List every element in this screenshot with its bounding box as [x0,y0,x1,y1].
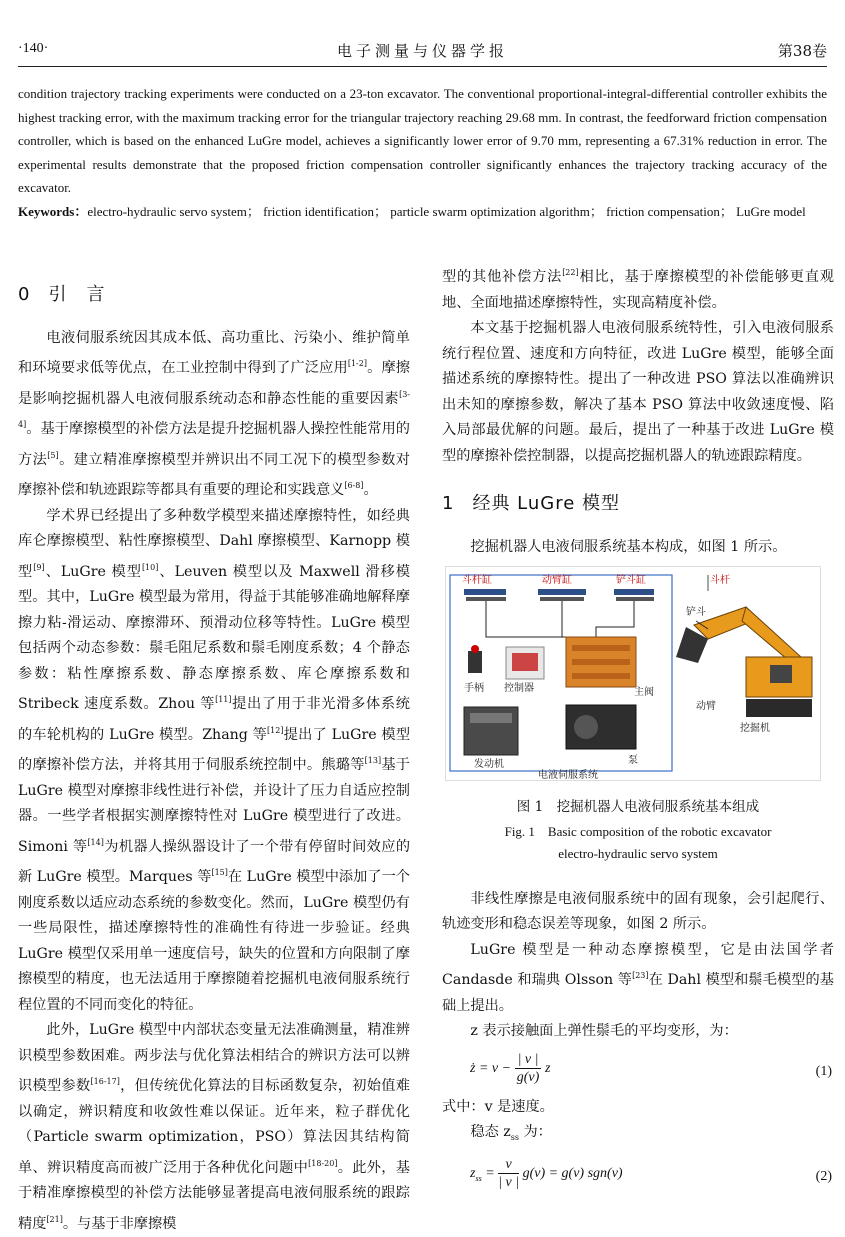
label-controller: 控制器 [504,683,534,694]
citation: [22] [562,268,579,277]
cylinder-icon [464,589,506,601]
citation: [11] [215,695,232,704]
paragraph: 非线性摩擦是电液伺服系统中的固有现象，会引起爬行、轨迹变形和稳态误差等现象，如图 2 所示。 [442,890,834,932]
right-column [442,260,834,1200]
label-handle: 手柄 [464,683,484,694]
cylinder-icon [614,589,654,601]
figure-caption-en: Fig. 1 Basic composition of the robotic excavator electro-hydraulic servo system [504,823,772,861]
citation: [23] [632,971,649,980]
label-shovel-cylinder: 铲斗缸 [616,575,646,586]
label-excavator: 挖掘机 [740,723,770,734]
equation-1 [442,1047,834,1093]
citation: [5] [47,450,59,460]
equation-body: ż = v − $\frac{| v |}{g(v)}$ z [470,1051,551,1085]
label-bucket-cylinder: 斗杆缸 [462,575,492,586]
label-boom: 动臂 [696,701,716,712]
section-number: 0 [18,284,31,305]
section-1-heading [442,491,834,517]
equation-number: (1) [815,1063,832,1079]
abstract-text: condition trajectory tracking experiments were conducted on a 23-ton excavator. The conventional proportional-integral-differential controller exhibits the highest tracking error, with the maximum tracking error for the triangular trajectory reaching 29.68 mm. In contrast, the feedforward friction compensation controller, which is based on the enhanced LuGre model, achieves a significantly lower error of 9.70 mm, representing a 67.31% reduction in error. The experimental results demonstrate that the proposed friction compensation controller significantly enhances the trajectory tracking accuracy of the excavator. [18,86,827,195]
section-title: 经典 LuGre 模型 [472,493,621,514]
header-divider [18,66,827,67]
citation: [1-2] [347,359,367,368]
abstract-block [18,82,827,223]
label-boom-cylinder: 动臂缸 [542,575,572,586]
keywords-text: electro-hydraulic servo system； friction identification； particle swarm optimization algorithm； friction compensation； LuGre model [87,203,806,219]
section-title: 引 言 [48,284,106,305]
volume-label: 第38卷 [777,42,827,60]
paragraph: 式中：v 是速度。 [442,1098,554,1115]
label-engine: 发动机 [474,759,504,770]
citation: [21] [46,1214,63,1224]
section-number: 1 [442,493,455,514]
section-0-heading [18,282,410,308]
paragraph: LuGre 模型是一种动态摩擦模型，它是由法国学者 Candasde 和瑞典 Olsson 等[23]在 Dahl 模型和鬃毛模型的基础上提出。 [442,941,834,1014]
equation-2 [442,1152,834,1198]
left-column [18,260,410,1237]
citation: [3-4] [18,389,410,429]
label-stick: 斗杆 [710,575,730,586]
paragraph: 本文基于挖掘机器人电液伺服系统特性，引入电液伺服系统行程位置、速度和方向特征，改进 LuGre 模型，能够全面描述系统的摩擦特性。提出了一种改进 PSO 算法以准确辨识出未知的摩擦参数，解决了基本 PSO 算法中收敛速度慢、陷入局部最优解的问题。最后，提出了一种基于改进 LuGre 模型的摩擦补偿控制器，以提高挖掘机器人的轨迹跟踪精度。 [442,320,834,464]
citation: [15] [211,868,228,877]
keywords-label: Keywords： [18,203,88,219]
paragraph: 此外，LuGre 模型中内部状态变量无法准确测量，精准辨识模型参数困难。两步法与优化算法相结合的辨识方法可以辨识模型参数[16-17]，但传统优化算法的目标函数复杂，初始值难以确定，辨识精度和收敛性难以保证。近年来，粒子群优化（Particle swarm optimization，PSO）算法因其结构简单、辨识精度高而被广泛用于各种优化问题中[18-20]。此外，基于精准摩擦模型的补偿方法能够显著提高电液伺服系统的跟踪精度[21]。与基于非摩擦模 [18,1022,410,1232]
citation: [16-17] [90,1077,120,1086]
citation: [10] [141,562,159,572]
citation: [13] [364,756,382,765]
paragraph: 挖掘机器人电液伺服系统基本构成，如图 1 所示。 [470,538,787,555]
paragraph: 型的其他补偿方法[22]相比，基于摩擦模型的补偿能够更直观地、全面地描述摩擦特性，实现高精度补偿。 [442,268,834,311]
journal-title: 电子测量与仪器学报 [336,42,508,60]
label-pump: 泵 [628,755,638,766]
paragraph: 电液伺服系统因其成本低、高功重比、污染小、维护简单和环境要求低等优点，在工业控制中得到了广泛应用[1-2]。摩擦是影响挖掘机器人电液伺服系统动态和静态性能的重要因素[3-4]。基于摩擦模型的补偿方法是提升挖掘机器人操控性能常用的方法[5]。建立精准摩擦模型并辨识出不同工况下的模型参数对摩擦补偿和轨迹跟踪等都具有重要的理论和实践意义[6-8]。 [18,329,410,498]
label-system: 电液伺服系统 [538,770,598,780]
label-shovel: 铲斗 [686,607,706,618]
citation: [18-20] [308,1158,338,1168]
paragraph: z 表示接触面上弹性鬃毛的平均变形，为： [470,1023,738,1039]
equation-number: (2) [815,1169,832,1185]
equation-body: $z_{ss}$ = $\frac{v}{| v |}$ g(v) = g(v) sgn(v) [470,1157,623,1191]
citation: [12] [267,725,284,735]
citation: [9] [33,562,45,572]
system-diagram [446,567,820,780]
paragraph: 稳态 $z_{ss}$ 为： [470,1124,552,1142]
paragraph: 学术界已经提出了多种数学模型来描述摩擦特性，如经典库仑摩擦模型、粘性摩擦模型、Dahl 摩擦模型、Karnopp 模型[9]、LuGre 模型[10]、Leuven 模型以及 Maxwell 滑移模型。其中，LuGre 模型最为常用，得益于其能够准确地解释摩擦力粘-滑运动、摩擦滞环、预滑动位移等特性。LuGre 模型包括两个动态参数：鬃毛阻尼系数和鬃毛刚度系数；4 个静态参数：粘性摩擦系数、静态摩擦系数、库仑摩擦系数和 Stribeck 速度系数。Zhou 等[11]提出了用于非光滑多体系统的车轮机构的 LuGre 模型。Zhang 等[12]提出了 LuGre 模型的摩擦补偿方法，并将其用于伺服系统控制中。熊璐等[13]基于 LuGre 模型对摩擦非线性进行补偿，并设计了压力自适应控制器。一些学者根据实测摩擦特性对 LuGre 模型进行了改进。Simoni 等[14]为机器人操纵器设计了一个带有停留时间效应的新 LuGre 模型。Marques 等[15]在 LuGre 模型中添加了一个刚度系数以适应动态系统的参数变化。然而，LuGre 模型仍有一些局限性，描述摩擦特性的准确性有待进一步验证。经典 LuGre 模型仅采用单一速度信号，缺失的位置和方向限制了摩擦模型的精度，也无法适用于摩擦随着挖掘机电液伺服系统行程位置的不同而变化的特征。 [18,507,411,1013]
citation: [14] [87,837,104,847]
keywords-line [18,200,827,224]
figure-1 [445,566,821,781]
label-main-valve: 主阀 [634,687,654,698]
page-header [18,38,827,60]
cylinder-icon [538,589,586,601]
page-number: ·140· [18,41,49,56]
figure-caption-zh: 图 1 挖掘机器人电液伺服系统基本组成 [516,799,760,815]
citation: [6-8] [344,481,364,490]
